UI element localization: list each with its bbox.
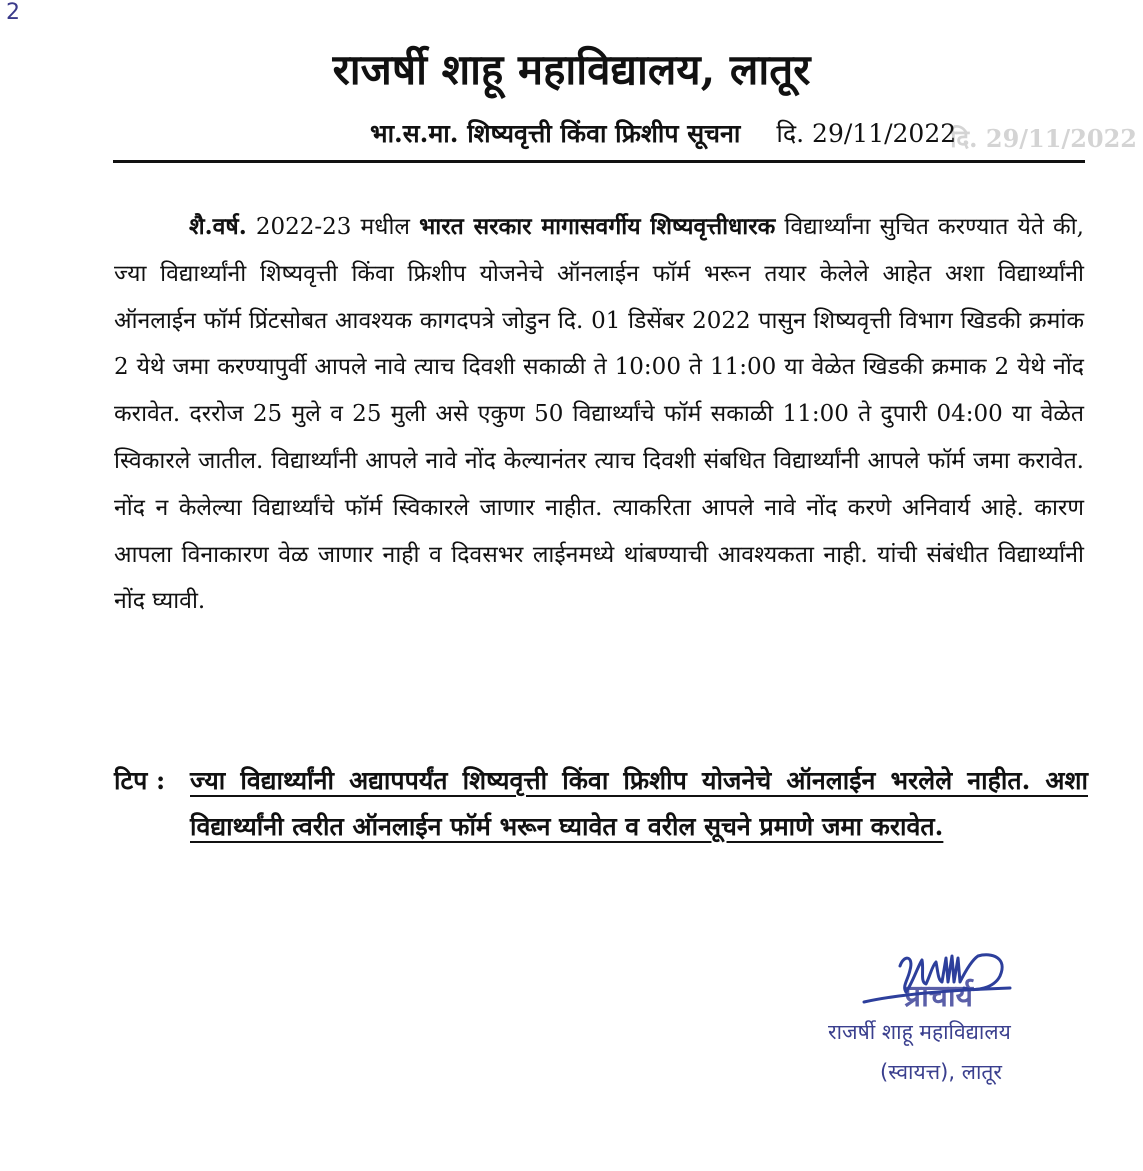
body-text-part2: विद्यार्थ्यांना सुचित करण्यात येते की, ज्या विद्यार्थ्यांनी शिष्यवृत्ती किंवा फ्रिशीप योजनेचे ऑनलाईन फॉर्म भरून तयार केलेले आहेत अशा विद्यार्थ्यांनी ऑनलाईन फॉर्म प्रिंटसोबत आवश्यक कागदपत्रे जोडुन दि. 01 डिसेंबर 2022 पासुन शिष्यवृत्ती विभाग खिडकी क्रमांक 2 येथे जमा करण्यापुर्वी आपले नावे त्याच दिवशी सकाळी ते 10:00 ते 11:00 या वेळेत खिडकी क्रमाक 2 येथे नोंद करावेत. दररोज 25 मुले व 25 मुली असे एकुण 50 विद्यार्थ्यांचे फॉर्म सकाळी 11:00 ते दुपारी 04:00 या वेळेत स्विकारले जातील. विद्यार्थ्यांनी आपले नावे नोंद केल्यानंतर त्याच दिवशी संबधित विद्यार्थ्यांनी आपले फॉर्म जमा करावेत. नोंद न केलेल्या विद्यार्थ्यांचे फॉर्म स्विकारले जाणार नाहीत. त्याकरिता आपले नावे नोंद करणे अनिवार्य आहे. कारण आपला विनाकारण वेळ जाणार नाही व दिवसभर लाईनमध्ये थांबण्याची आवश्यकता नाही. यांची संबंधीत विद्यार्थ्यांनी नोंद घ्यावी.: [114, 214, 1084, 615]
note-text: ज्या विद्यार्थ्यांनी अद्यापपर्यंत शिष्यवृत्ती किंवा फ्रिशीप योजनेचे ऑनलाईन भरलेले नाहीत. अशा विद्यार्थ्यांनी त्वरीत ऑनलाईन फॉर्म भरून घ्यावेत व वरील सूचने प्रमाणे जमा करावेत.: [190, 766, 1088, 841]
stamp-college-name: राजर्षी शाहू महाविद्यालय: [828, 1020, 1011, 1044]
bleed-through-date: दि. 29/11/2022: [950, 124, 1137, 153]
college-title: राजर्षी शाहू महाविद्यालय, लातूर: [332, 45, 811, 94]
note-label: टिप :: [114, 766, 166, 795]
notice-body: [114, 204, 1084, 625]
notice-subtitle: भा.स.मा. शिष्यवृत्ती किंवा फ्रिशीप सूचना: [370, 119, 741, 148]
principal-signature: [860, 936, 1030, 1022]
scholarship-holders-phrase: भारत सरकार मागासवर्गीय शिष्यवृत्तीधारक: [419, 213, 776, 240]
header-rule: [113, 160, 1085, 163]
body-text-part1: 2022-23 मधील: [246, 214, 420, 240]
corner-mark: 2: [6, 0, 20, 25]
stamp-college-location: (स्वायत्त), लातूर: [880, 1060, 1002, 1084]
notice-subtitle-row: [370, 115, 1085, 153]
stamp-title: प्राचार्य: [904, 979, 974, 1014]
notice-date: दि. 29/11/2022: [776, 119, 957, 148]
academic-year-label: शै.वर्ष.: [189, 213, 247, 240]
signature-stamp-graphic: [860, 936, 1030, 1018]
